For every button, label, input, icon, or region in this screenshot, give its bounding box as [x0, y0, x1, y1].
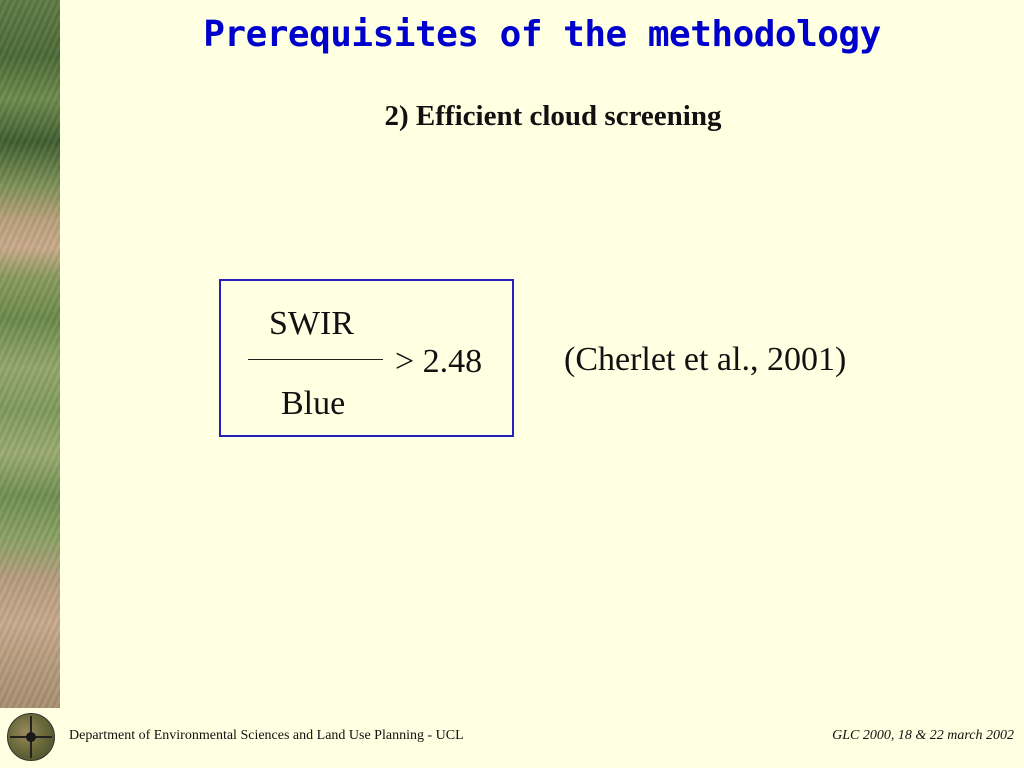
- formula-denominator: Blue: [281, 385, 346, 422]
- logo-center-dot: [26, 732, 36, 742]
- ucl-logo: [7, 713, 55, 761]
- slide-subtitle: 2) Efficient cloud screening: [384, 100, 722, 132]
- formula-comparison: > 2.48: [395, 343, 483, 380]
- slide-title: Prerequisites of the methodology: [203, 14, 881, 55]
- citation: (Cherlet et al., 2001): [564, 341, 847, 378]
- formula-numerator: SWIR: [269, 305, 354, 342]
- aerial-photo-strip: [0, 0, 60, 708]
- footer-event: GLC 2000, 18 & 22 march 2002: [832, 728, 1014, 743]
- footer-department: Department of Environmental Sciences and Land Use Planning - UCL: [69, 728, 464, 743]
- formula-box: [219, 279, 514, 437]
- fraction-line: [248, 359, 383, 360]
